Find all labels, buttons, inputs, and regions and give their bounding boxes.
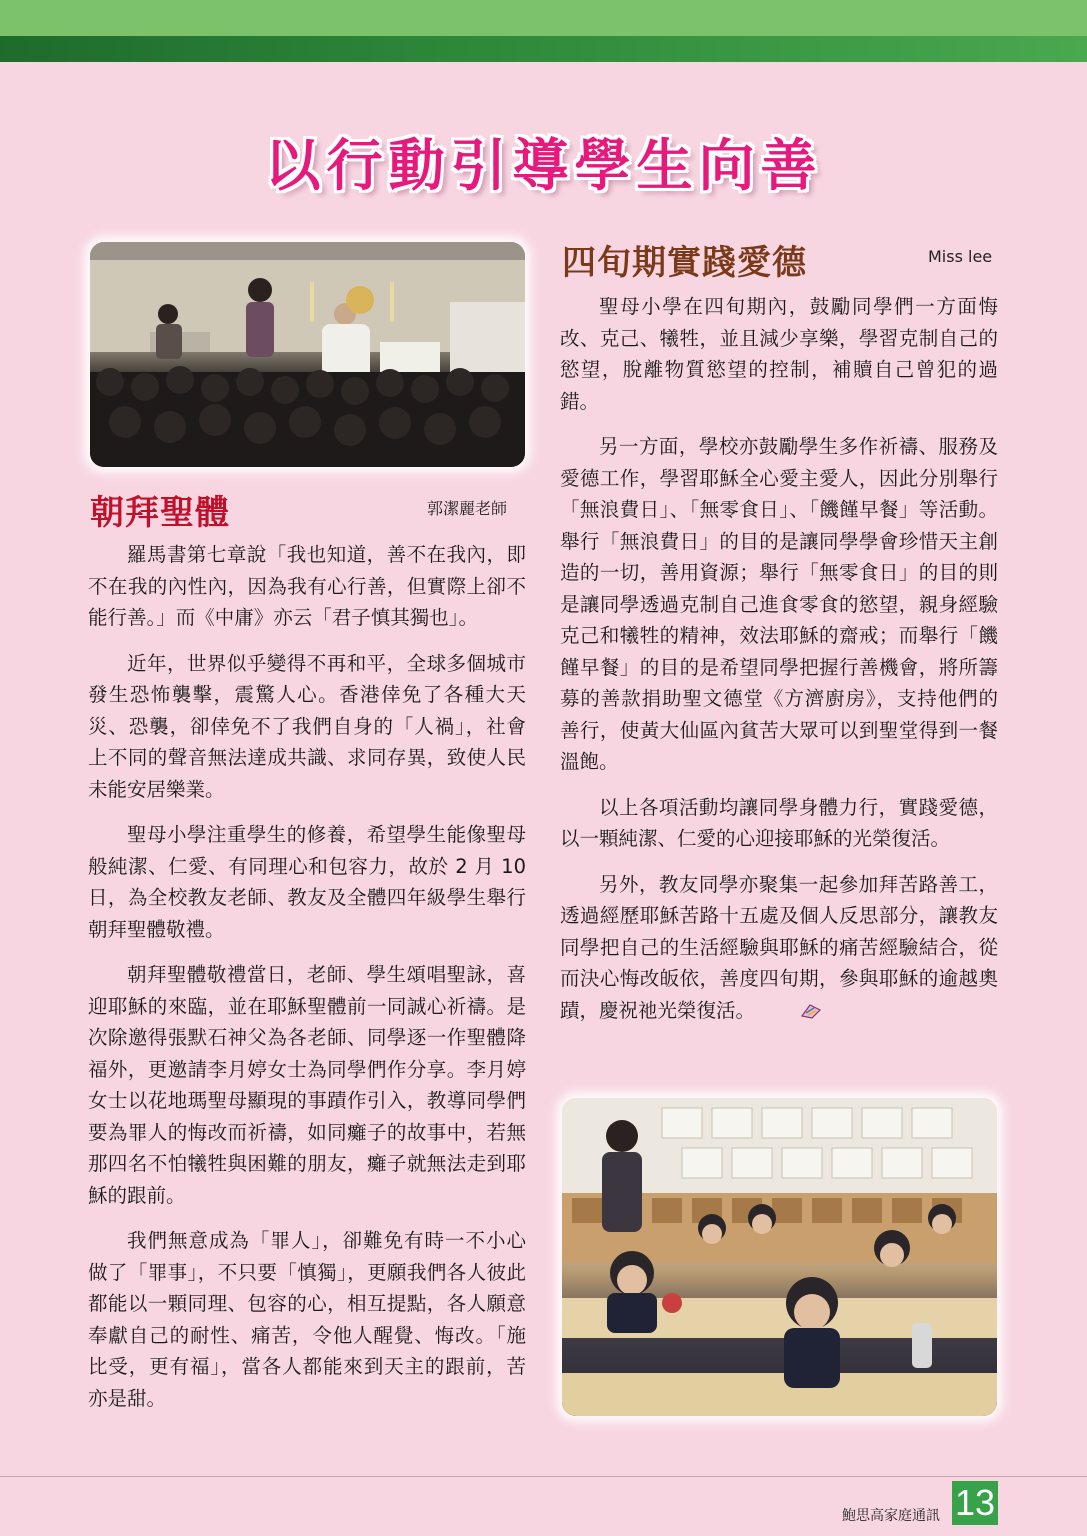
left-article-heading: 朝拜聖體 bbox=[90, 493, 230, 533]
right-paragraph: 聖母小學在四旬期內，鼓勵同學們一方面悔改、克己、犧牲，並且減少享樂，學習克制自己的慾望，脫離物質慾望的控制，補贖自己曾犯的過錯。 bbox=[560, 295, 998, 413]
page-number: 13 bbox=[952, 1481, 998, 1525]
left-paragraph: 我們無意成為「罪人」，卻難免有時一不小心做了「罪事」，不只要「慎獨」，更願我們各人彼此都能以一顆同理、包容的心，相互提點，各人願意奉獻自己的耐性、痛苦，令他人醒覺、悔改。「施比受，更有福」，當各人都能來到天主的跟前，苦亦是甜。 bbox=[88, 1229, 526, 1410]
right-article-author: Miss lee bbox=[928, 247, 993, 266]
classroom-breakfast-photo bbox=[562, 1098, 997, 1416]
classroom-breakfast-illustration bbox=[562, 1098, 997, 1416]
right-paragraph-text: 另外，教友同學亦聚集一起參加拜苦路善工，透過經歷耶穌苦路十五處及個人反思部分，讓教友同學把自己的生活經驗與耶穌的痛苦經驗結合，從而決心悔改皈依，善度四旬期，參與耶穌的逾越奧蹟，慶祝祂光榮復活。 bbox=[560, 872, 998, 1022]
left-article-body bbox=[88, 539, 526, 1428]
left-paragraph: 近年，世界似乎變得不再和平，全球多個城市發生恐怖襲擊，震驚人心。香港倖免了各種大天災、恐襲，卻倖免不了我們自身的「人禍」，社會上不同的聲音無法達成共識、求同存異，致使人民未能安居樂業。 bbox=[88, 651, 526, 801]
left-paragraph: 朝拜聖體敬禮當日，老師、學生頌唱聖詠，喜迎耶穌的來臨，並在耶穌聖體前一同誠心祈禱。是次除邀得張默石神父為各老師、同學逐一作聖體降福外，更邀請李月婷女士為同學們作分享。李月婷女士以花地瑪聖母顯現的事蹟作引入，教導同學們要為罪人的悔改而祈禱，如同癱子的故事中，若無那四名不怕犧牲與困難的朋友，癱子就無法走到耶穌的跟前。 bbox=[88, 963, 526, 1207]
right-paragraph-last bbox=[560, 869, 998, 1027]
right-article-heading: 四旬期實踐愛德 bbox=[562, 243, 807, 283]
left-article-author: 郭潔麗老師 bbox=[427, 499, 508, 518]
adoration-photo bbox=[90, 242, 525, 467]
right-paragraph: 另一方面，學校亦鼓勵學生多作祈禱、服務及愛德工作，學習耶穌全心愛主愛人，因此分別舉行「無浪費日」、「無零食日」、「饑饉早餐」等活動。舉行「無浪費日」的目的是讓同學學會珍惜天主創造的一切，善用資源；舉行「無零食日」的目的則是讓同學透過克制自己進食零食的慾望，親身經驗克己和犧牲的精神，效法耶穌的齋戒；而舉行「饑饉早餐」的目的是希望同學把握行善機會，將所籌募的善款捐助聖文德堂《方濟廚房》，支持他們的善行，使黃大仙區內貧苦大眾可以到聖堂得到一餐溫飽。 bbox=[560, 435, 998, 773]
footer-divider bbox=[0, 1476, 1087, 1477]
end-mark-icon bbox=[761, 998, 783, 1016]
page-title: 以行動引導學生向善 bbox=[264, 134, 823, 199]
publication-name: 鮑思高家庭通訊 bbox=[842, 1508, 940, 1524]
right-article-body bbox=[560, 291, 998, 1040]
top-band-dark bbox=[0, 36, 1087, 62]
left-paragraph: 羅馬書第七章說「我也知道，善不在我內，即不在我的內性內，因為我有心行善，但實際上卻不能行善。」而《中庸》亦云「君子慎其獨也」。 bbox=[88, 543, 526, 629]
right-paragraph: 以上各項活動均讓同學身體力行，實踐愛德，以一顆純潔、仁愛的心迎接耶穌的光榮復活。 bbox=[560, 795, 998, 850]
left-paragraph: 聖母小學注重學生的修養，希望學生能像聖母般純潔、仁愛、有同理心和包容力，故於 2 月 10 日，為全校教友老師、教友及全體四年級學生舉行朝拜聖體敬禮。 bbox=[88, 823, 526, 941]
adoration-photo-illustration bbox=[90, 242, 525, 467]
top-band-light bbox=[0, 0, 1087, 36]
